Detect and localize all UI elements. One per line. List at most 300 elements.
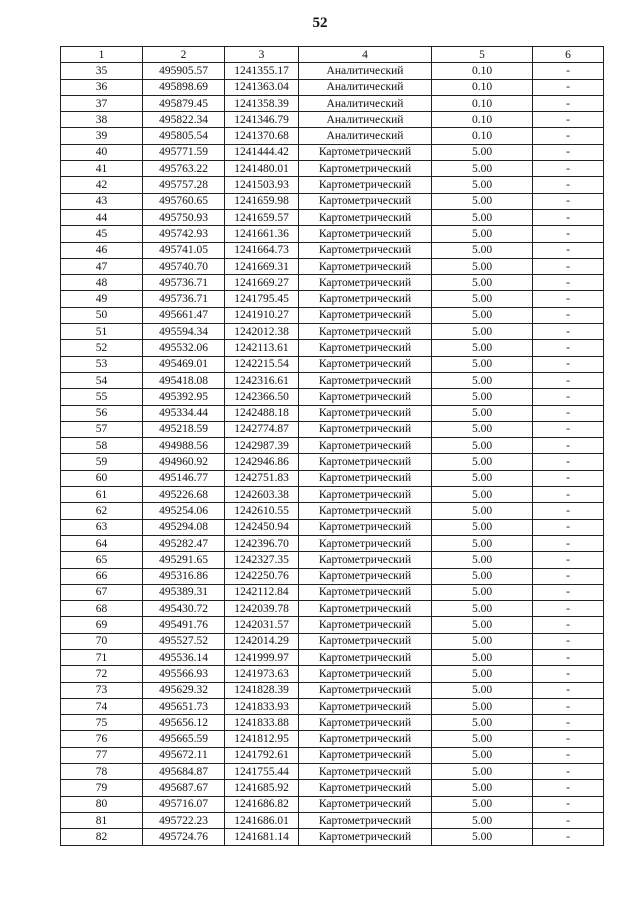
- point-number-cell: 70: [61, 633, 143, 649]
- y-coordinate-cell: 1241686.82: [225, 796, 299, 812]
- table-row: [61, 601, 604, 617]
- accuracy-cell: 5.00: [432, 568, 533, 584]
- method-cell: Картометрический: [299, 812, 432, 828]
- accuracy-cell: 5.00: [432, 405, 533, 421]
- accuracy-cell: 5.00: [432, 291, 533, 307]
- note-cell: -: [533, 666, 604, 682]
- point-number-cell: 39: [61, 128, 143, 144]
- y-coordinate-cell: 1241355.17: [225, 63, 299, 79]
- accuracy-cell: 5.00: [432, 503, 533, 519]
- table-row: [61, 682, 604, 698]
- accuracy-cell: 5.00: [432, 633, 533, 649]
- table-row: [61, 731, 604, 747]
- point-number-cell: 36: [61, 79, 143, 95]
- accuracy-cell: 5.00: [432, 372, 533, 388]
- method-cell: Картометрический: [299, 470, 432, 486]
- note-cell: -: [533, 535, 604, 551]
- accuracy-cell: 5.00: [432, 242, 533, 258]
- table-row: [61, 535, 604, 551]
- point-number-cell: 55: [61, 389, 143, 405]
- accuracy-cell: 5.00: [432, 698, 533, 714]
- x-coordinate-cell: 495763.22: [143, 161, 225, 177]
- point-number-cell: 37: [61, 95, 143, 111]
- accuracy-cell: 5.00: [432, 731, 533, 747]
- table-row: [61, 715, 604, 731]
- method-cell: Картометрический: [299, 633, 432, 649]
- x-coordinate-cell: 495905.57: [143, 63, 225, 79]
- method-cell: Картометрический: [299, 568, 432, 584]
- table-row: [61, 63, 604, 79]
- point-number-cell: 79: [61, 780, 143, 796]
- table-row: [61, 747, 604, 763]
- point-number-cell: 40: [61, 144, 143, 160]
- x-coordinate-cell: 495430.72: [143, 601, 225, 617]
- y-coordinate-cell: 1241346.79: [225, 112, 299, 128]
- accuracy-cell: 5.00: [432, 258, 533, 274]
- y-coordinate-cell: 1242450.94: [225, 519, 299, 535]
- point-number-cell: 64: [61, 535, 143, 551]
- accuracy-cell: 0.10: [432, 95, 533, 111]
- point-number-cell: 54: [61, 372, 143, 388]
- table-row: [61, 324, 604, 340]
- point-number-cell: 48: [61, 275, 143, 291]
- method-cell: Картометрический: [299, 584, 432, 600]
- note-cell: -: [533, 324, 604, 340]
- note-cell: -: [533, 307, 604, 323]
- table-row: [61, 95, 604, 111]
- note-cell: -: [533, 764, 604, 780]
- y-coordinate-cell: 1241686.01: [225, 812, 299, 828]
- table-row: [61, 503, 604, 519]
- point-number-cell: 46: [61, 242, 143, 258]
- x-coordinate-cell: 495879.45: [143, 95, 225, 111]
- accuracy-cell: 5.00: [432, 649, 533, 665]
- x-coordinate-cell: 495661.47: [143, 307, 225, 323]
- point-number-cell: 38: [61, 112, 143, 128]
- x-coordinate-cell: 495532.06: [143, 340, 225, 356]
- note-cell: -: [533, 698, 604, 714]
- method-cell: Картометрический: [299, 682, 432, 698]
- point-number-cell: 42: [61, 177, 143, 193]
- method-cell: Картометрический: [299, 503, 432, 519]
- method-cell: Картометрический: [299, 601, 432, 617]
- y-coordinate-cell: 1242316.61: [225, 372, 299, 388]
- y-coordinate-cell: 1242113.61: [225, 340, 299, 356]
- note-cell: -: [533, 796, 604, 812]
- method-cell: Картометрический: [299, 829, 432, 845]
- y-coordinate-cell: 1242987.39: [225, 438, 299, 454]
- y-coordinate-cell: 1241503.93: [225, 177, 299, 193]
- point-number-cell: 69: [61, 617, 143, 633]
- point-number-cell: 58: [61, 438, 143, 454]
- point-number-cell: 76: [61, 731, 143, 747]
- y-coordinate-cell: 1241681.14: [225, 829, 299, 845]
- accuracy-cell: 0.10: [432, 79, 533, 95]
- method-cell: Картометрический: [299, 372, 432, 388]
- note-cell: -: [533, 242, 604, 258]
- accuracy-cell: 5.00: [432, 307, 533, 323]
- method-cell: Картометрический: [299, 389, 432, 405]
- table-row: [61, 666, 604, 682]
- accuracy-cell: 5.00: [432, 812, 533, 828]
- method-cell: Картометрический: [299, 226, 432, 242]
- y-coordinate-cell: 1241812.95: [225, 731, 299, 747]
- point-number-cell: 57: [61, 421, 143, 437]
- x-coordinate-cell: 494988.56: [143, 438, 225, 454]
- accuracy-cell: 5.00: [432, 584, 533, 600]
- x-coordinate-cell: 495418.08: [143, 372, 225, 388]
- accuracy-cell: 5.00: [432, 438, 533, 454]
- table-row: [61, 698, 604, 714]
- y-coordinate-cell: 1241661.36: [225, 226, 299, 242]
- y-coordinate-cell: 1241664.73: [225, 242, 299, 258]
- note-cell: -: [533, 617, 604, 633]
- method-cell: Картометрический: [299, 698, 432, 714]
- table-row: [61, 649, 604, 665]
- note-cell: -: [533, 193, 604, 209]
- accuracy-cell: 5.00: [432, 454, 533, 470]
- page-number: 52: [312, 15, 328, 31]
- x-coordinate-cell: 495750.93: [143, 209, 225, 225]
- point-number-cell: 80: [61, 796, 143, 812]
- column-header: 5: [432, 47, 533, 63]
- y-coordinate-cell: 1242751.83: [225, 470, 299, 486]
- table-row: [61, 340, 604, 356]
- point-number-cell: 47: [61, 258, 143, 274]
- x-coordinate-cell: 495805.54: [143, 128, 225, 144]
- point-number-cell: 41: [61, 161, 143, 177]
- accuracy-cell: 5.00: [432, 715, 533, 731]
- table-row: [61, 617, 604, 633]
- point-number-cell: 52: [61, 340, 143, 356]
- table-row: [61, 389, 604, 405]
- method-cell: Аналитический: [299, 112, 432, 128]
- point-number-cell: 43: [61, 193, 143, 209]
- y-coordinate-cell: 1242215.54: [225, 356, 299, 372]
- y-coordinate-cell: 1241685.92: [225, 780, 299, 796]
- accuracy-cell: 5.00: [432, 682, 533, 698]
- table-row: [61, 372, 604, 388]
- table-row: [61, 454, 604, 470]
- accuracy-cell: 5.00: [432, 177, 533, 193]
- method-cell: Картометрический: [299, 747, 432, 763]
- x-coordinate-cell: 495294.08: [143, 519, 225, 535]
- method-cell: Картометрический: [299, 666, 432, 682]
- y-coordinate-cell: 1242250.76: [225, 568, 299, 584]
- method-cell: Картометрический: [299, 307, 432, 323]
- table-row: [61, 796, 604, 812]
- note-cell: -: [533, 226, 604, 242]
- point-number-cell: 44: [61, 209, 143, 225]
- accuracy-cell: 5.00: [432, 470, 533, 486]
- accuracy-cell: 0.10: [432, 63, 533, 79]
- accuracy-cell: 5.00: [432, 275, 533, 291]
- note-cell: -: [533, 438, 604, 454]
- method-cell: Картометрический: [299, 780, 432, 796]
- y-coordinate-cell: 1242488.18: [225, 405, 299, 421]
- accuracy-cell: 5.00: [432, 601, 533, 617]
- y-coordinate-cell: 1242031.57: [225, 617, 299, 633]
- accuracy-cell: 5.00: [432, 764, 533, 780]
- note-cell: -: [533, 487, 604, 503]
- accuracy-cell: 5.00: [432, 519, 533, 535]
- accuracy-cell: 5.00: [432, 193, 533, 209]
- accuracy-cell: 5.00: [432, 780, 533, 796]
- y-coordinate-cell: 1241999.97: [225, 649, 299, 665]
- x-coordinate-cell: 495536.14: [143, 649, 225, 665]
- note-cell: -: [533, 503, 604, 519]
- table-row: [61, 438, 604, 454]
- x-coordinate-cell: 495334.44: [143, 405, 225, 421]
- x-coordinate-cell: 495291.65: [143, 552, 225, 568]
- note-cell: -: [533, 649, 604, 665]
- accuracy-cell: 5.00: [432, 829, 533, 845]
- note-cell: -: [533, 95, 604, 111]
- accuracy-cell: 5.00: [432, 324, 533, 340]
- header-row: [61, 47, 604, 63]
- point-number-cell: 71: [61, 649, 143, 665]
- method-cell: Картометрический: [299, 454, 432, 470]
- x-coordinate-cell: 495469.01: [143, 356, 225, 372]
- point-number-cell: 67: [61, 584, 143, 600]
- note-cell: -: [533, 584, 604, 600]
- point-number-cell: 50: [61, 307, 143, 323]
- x-coordinate-cell: 495146.77: [143, 470, 225, 486]
- x-coordinate-cell: 495594.34: [143, 324, 225, 340]
- method-cell: Картометрический: [299, 796, 432, 812]
- method-cell: Картометрический: [299, 356, 432, 372]
- y-coordinate-cell: 1241480.01: [225, 161, 299, 177]
- x-coordinate-cell: 495716.07: [143, 796, 225, 812]
- x-coordinate-cell: 495651.73: [143, 698, 225, 714]
- coordinates-table: [60, 46, 604, 846]
- note-cell: -: [533, 715, 604, 731]
- method-cell: Аналитический: [299, 63, 432, 79]
- point-number-cell: 51: [61, 324, 143, 340]
- note-cell: -: [533, 144, 604, 160]
- note-cell: -: [533, 340, 604, 356]
- point-number-cell: 77: [61, 747, 143, 763]
- table-row: [61, 112, 604, 128]
- x-coordinate-cell: 495392.95: [143, 389, 225, 405]
- method-cell: Аналитический: [299, 79, 432, 95]
- method-cell: Картометрический: [299, 552, 432, 568]
- note-cell: -: [533, 829, 604, 845]
- note-cell: -: [533, 812, 604, 828]
- column-header: 4: [299, 47, 432, 63]
- x-coordinate-cell: 495822.34: [143, 112, 225, 128]
- x-coordinate-cell: 495218.59: [143, 421, 225, 437]
- note-cell: -: [533, 747, 604, 763]
- method-cell: Картометрический: [299, 161, 432, 177]
- method-cell: Аналитический: [299, 95, 432, 111]
- table-row: [61, 209, 604, 225]
- x-coordinate-cell: 495742.93: [143, 226, 225, 242]
- x-coordinate-cell: 495389.31: [143, 584, 225, 600]
- y-coordinate-cell: 1241833.93: [225, 698, 299, 714]
- y-coordinate-cell: 1241669.31: [225, 258, 299, 274]
- y-coordinate-cell: 1241833.88: [225, 715, 299, 731]
- y-coordinate-cell: 1242610.55: [225, 503, 299, 519]
- method-cell: Картометрический: [299, 275, 432, 291]
- table-row: [61, 470, 604, 486]
- method-cell: Аналитический: [299, 128, 432, 144]
- y-coordinate-cell: 1242366.50: [225, 389, 299, 405]
- x-coordinate-cell: 495724.76: [143, 829, 225, 845]
- note-cell: -: [533, 128, 604, 144]
- table-row: [61, 291, 604, 307]
- table-row: [61, 144, 604, 160]
- x-coordinate-cell: 495687.67: [143, 780, 225, 796]
- y-coordinate-cell: 1242603.38: [225, 487, 299, 503]
- note-cell: -: [533, 633, 604, 649]
- y-coordinate-cell: 1241363.04: [225, 79, 299, 95]
- column-header: 1: [61, 47, 143, 63]
- method-cell: Картометрический: [299, 535, 432, 551]
- accuracy-cell: 5.00: [432, 666, 533, 682]
- x-coordinate-cell: 495740.70: [143, 258, 225, 274]
- x-coordinate-cell: 495736.71: [143, 291, 225, 307]
- accuracy-cell: 5.00: [432, 552, 533, 568]
- table-row: [61, 258, 604, 274]
- y-coordinate-cell: 1242112.84: [225, 584, 299, 600]
- note-cell: -: [533, 258, 604, 274]
- y-coordinate-cell: 1241358.39: [225, 95, 299, 111]
- point-number-cell: 81: [61, 812, 143, 828]
- accuracy-cell: 5.00: [432, 340, 533, 356]
- accuracy-cell: 5.00: [432, 226, 533, 242]
- point-number-cell: 60: [61, 470, 143, 486]
- point-number-cell: 35: [61, 63, 143, 79]
- table-row: [61, 633, 604, 649]
- method-cell: Картометрический: [299, 649, 432, 665]
- point-number-cell: 82: [61, 829, 143, 845]
- point-number-cell: 45: [61, 226, 143, 242]
- method-cell: Картометрический: [299, 144, 432, 160]
- note-cell: -: [533, 372, 604, 388]
- y-coordinate-cell: 1241973.63: [225, 666, 299, 682]
- table-row: [61, 193, 604, 209]
- point-number-cell: 53: [61, 356, 143, 372]
- note-cell: -: [533, 389, 604, 405]
- table-row: [61, 242, 604, 258]
- note-cell: -: [533, 209, 604, 225]
- y-coordinate-cell: 1242946.86: [225, 454, 299, 470]
- table-row: [61, 79, 604, 95]
- note-cell: -: [533, 552, 604, 568]
- note-cell: -: [533, 682, 604, 698]
- x-coordinate-cell: 495736.71: [143, 275, 225, 291]
- y-coordinate-cell: 1242039.78: [225, 601, 299, 617]
- method-cell: Картометрический: [299, 438, 432, 454]
- accuracy-cell: 5.00: [432, 796, 533, 812]
- table-row: [61, 307, 604, 323]
- table-body: [61, 63, 604, 845]
- x-coordinate-cell: 495741.05: [143, 242, 225, 258]
- y-coordinate-cell: 1241669.27: [225, 275, 299, 291]
- table-row: [61, 128, 604, 144]
- y-coordinate-cell: 1241755.44: [225, 764, 299, 780]
- note-cell: -: [533, 421, 604, 437]
- accuracy-cell: 5.00: [432, 209, 533, 225]
- accuracy-cell: 5.00: [432, 389, 533, 405]
- x-coordinate-cell: 495566.93: [143, 666, 225, 682]
- x-coordinate-cell: 495760.65: [143, 193, 225, 209]
- y-coordinate-cell: 1241444.42: [225, 144, 299, 160]
- x-coordinate-cell: 495254.06: [143, 503, 225, 519]
- method-cell: Картометрический: [299, 193, 432, 209]
- note-cell: -: [533, 161, 604, 177]
- x-coordinate-cell: 495282.47: [143, 535, 225, 551]
- method-cell: Картометрический: [299, 421, 432, 437]
- point-number-cell: 56: [61, 405, 143, 421]
- point-number-cell: 62: [61, 503, 143, 519]
- table-row: [61, 275, 604, 291]
- method-cell: Картометрический: [299, 487, 432, 503]
- x-coordinate-cell: 495684.87: [143, 764, 225, 780]
- note-cell: -: [533, 63, 604, 79]
- x-coordinate-cell: 495629.32: [143, 682, 225, 698]
- column-header: 3: [225, 47, 299, 63]
- y-coordinate-cell: 1242774.87: [225, 421, 299, 437]
- method-cell: Картометрический: [299, 209, 432, 225]
- x-coordinate-cell: 494960.92: [143, 454, 225, 470]
- note-cell: -: [533, 177, 604, 193]
- accuracy-cell: 5.00: [432, 161, 533, 177]
- method-cell: Картометрический: [299, 764, 432, 780]
- table-row: [61, 764, 604, 780]
- note-cell: -: [533, 470, 604, 486]
- table-header: [61, 47, 604, 63]
- note-cell: -: [533, 519, 604, 535]
- y-coordinate-cell: 1242396.70: [225, 535, 299, 551]
- note-cell: -: [533, 731, 604, 747]
- note-cell: -: [533, 79, 604, 95]
- note-cell: -: [533, 275, 604, 291]
- accuracy-cell: 5.00: [432, 421, 533, 437]
- x-coordinate-cell: 495722.23: [143, 812, 225, 828]
- y-coordinate-cell: 1242327.35: [225, 552, 299, 568]
- table-row: [61, 356, 604, 372]
- accuracy-cell: 0.10: [432, 112, 533, 128]
- note-cell: -: [533, 568, 604, 584]
- point-number-cell: 49: [61, 291, 143, 307]
- x-coordinate-cell: 495898.69: [143, 79, 225, 95]
- table-row: [61, 584, 604, 600]
- point-number-cell: 68: [61, 601, 143, 617]
- point-number-cell: 75: [61, 715, 143, 731]
- point-number-cell: 72: [61, 666, 143, 682]
- note-cell: -: [533, 780, 604, 796]
- table-row: [61, 421, 604, 437]
- x-coordinate-cell: 495665.59: [143, 731, 225, 747]
- note-cell: -: [533, 454, 604, 470]
- method-cell: Картометрический: [299, 258, 432, 274]
- point-number-cell: 74: [61, 698, 143, 714]
- x-coordinate-cell: 495656.12: [143, 715, 225, 731]
- y-coordinate-cell: 1241792.61: [225, 747, 299, 763]
- accuracy-cell: 5.00: [432, 487, 533, 503]
- table-row: [61, 226, 604, 242]
- note-cell: -: [533, 601, 604, 617]
- note-cell: -: [533, 112, 604, 128]
- y-coordinate-cell: 1241659.98: [225, 193, 299, 209]
- note-cell: -: [533, 291, 604, 307]
- point-number-cell: 61: [61, 487, 143, 503]
- point-number-cell: 78: [61, 764, 143, 780]
- table-row: [61, 177, 604, 193]
- table-row: [61, 780, 604, 796]
